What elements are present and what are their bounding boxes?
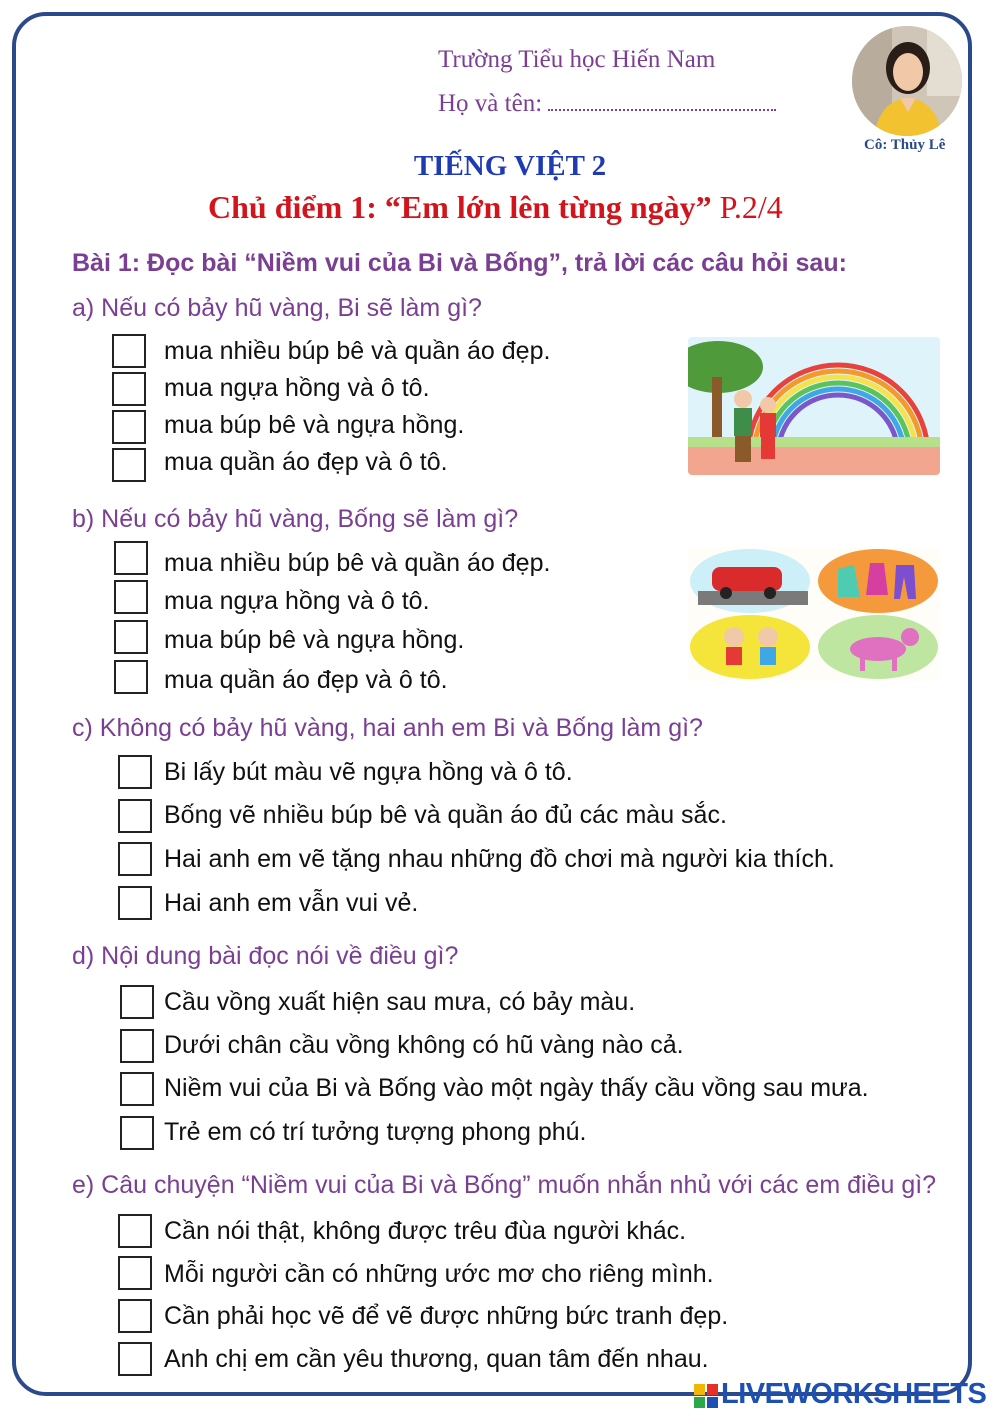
- option-c1: Bi lấy bút màu vẽ ngựa hồng và ô tô.: [164, 758, 573, 786]
- subject-title: TIẾNG VIỆT 2: [413, 150, 607, 182]
- page-number: P.2/4: [719, 189, 783, 225]
- question-e: e) Câu chuyện “Niềm vui của Bi và Bống” muốn nhắn nhủ với các em điều gì?: [72, 1171, 937, 1199]
- theme-title: [208, 189, 783, 226]
- option-c3: Hai anh em vẽ tặng nhau những đồ chơi mà người kia thích.: [164, 845, 835, 873]
- option-b1: mua nhiều búp bê và quần áo đẹp.: [164, 549, 551, 577]
- question-c: c) Không có bảy hũ vàng, hai anh em Bi và Bống làm gì?: [72, 714, 703, 742]
- option-e4: Anh chị em cần yêu thương, quan tâm đến nhau.: [164, 1345, 709, 1373]
- student-name-row: [438, 90, 776, 118]
- exercise-heading: Bài 1: Đọc bài “Niềm vui của Bi và Bống”, trả lời các câu hỏi sau:: [72, 249, 847, 277]
- option-a1: mua nhiều búp bê và quần áo đẹp.: [164, 337, 551, 365]
- option-d3: Niềm vui của Bi và Bống vào một ngày thấy cầu vồng sau mưa.: [164, 1074, 869, 1102]
- option-a3: mua búp bê và ngựa hồng.: [164, 411, 465, 439]
- checkbox-d3[interactable]: [120, 1072, 154, 1106]
- question-b: b) Nếu có bảy hũ vàng, Bống sẽ làm gì?: [72, 505, 519, 533]
- name-label: Họ và tên:: [438, 90, 543, 117]
- school-name: Trường Tiểu học Hiến Nam: [438, 46, 716, 73]
- checkbox-b2[interactable]: [114, 580, 148, 614]
- rainbow-illustration: [688, 337, 940, 475]
- option-d2: Dưới chân cầu vồng không có hũ vàng nào cả.: [164, 1031, 684, 1059]
- option-a2: mua ngựa hồng và ô tô.: [164, 374, 430, 402]
- watermark-text: LIVEWORKSHEETS: [721, 1378, 987, 1410]
- question-d: d) Nội dung bài đọc nói về điều gì?: [72, 942, 459, 970]
- checkbox-e1[interactable]: [118, 1214, 152, 1248]
- checkbox-a1[interactable]: [112, 334, 146, 368]
- checkbox-a2[interactable]: [112, 372, 146, 406]
- option-d4: Trẻ em có trí tưởng tượng phong phú.: [164, 1118, 587, 1146]
- checkbox-c1[interactable]: [118, 755, 152, 789]
- checkbox-d2[interactable]: [120, 1029, 154, 1063]
- checkbox-a3[interactable]: [112, 410, 146, 444]
- question-a: a) Nếu có bảy hũ vàng, Bi sẽ làm gì?: [72, 294, 482, 322]
- option-a4: mua quần áo đẹp và ô tô.: [164, 448, 448, 476]
- option-c4: Hai anh em vẫn vui vẻ.: [164, 889, 419, 917]
- option-c2: Bống vẽ nhiều búp bê và quần áo đủ các màu sắc.: [164, 801, 727, 829]
- checkbox-e4[interactable]: [118, 1342, 152, 1376]
- teacher-photo: [852, 26, 962, 136]
- checkbox-b3[interactable]: [114, 620, 148, 654]
- checkbox-c4[interactable]: [118, 886, 152, 920]
- option-e2: Mỗi người cần có những ước mơ cho riêng mình.: [164, 1260, 714, 1288]
- option-d1: Cầu vồng xuất hiện sau mưa, có bảy màu.: [164, 988, 636, 1016]
- checkbox-b4[interactable]: [114, 660, 148, 694]
- checkbox-e2[interactable]: [118, 1256, 152, 1290]
- teacher-label: Cô: Thủy Lê: [864, 137, 946, 153]
- checkbox-d1[interactable]: [120, 985, 154, 1019]
- wishes-illustration: [688, 547, 940, 681]
- option-b2: mua ngựa hồng và ô tô.: [164, 587, 430, 615]
- theme-name: Chủ điểm 1: “Em lớn lên từng ngày”: [208, 189, 712, 225]
- option-e3: Cần phải học vẽ để vẽ được những bức tranh đẹp.: [164, 1302, 729, 1330]
- liveworksheets-watermark: [694, 1378, 986, 1411]
- checkbox-e3[interactable]: [118, 1299, 152, 1333]
- name-blank[interactable]: [548, 95, 776, 111]
- checkbox-b1[interactable]: [114, 541, 148, 575]
- checkbox-a4[interactable]: [112, 448, 146, 482]
- liveworksheets-logo-icon: [694, 1383, 718, 1407]
- option-b3: mua búp bê và ngựa hồng.: [164, 626, 465, 654]
- option-b4: mua quần áo đẹp và ô tô.: [164, 666, 448, 694]
- checkbox-c2[interactable]: [118, 799, 152, 833]
- checkbox-c3[interactable]: [118, 842, 152, 876]
- option-e1: Cần nói thật, không được trêu đùa người khác.: [164, 1217, 687, 1245]
- checkbox-d4[interactable]: [120, 1116, 154, 1150]
